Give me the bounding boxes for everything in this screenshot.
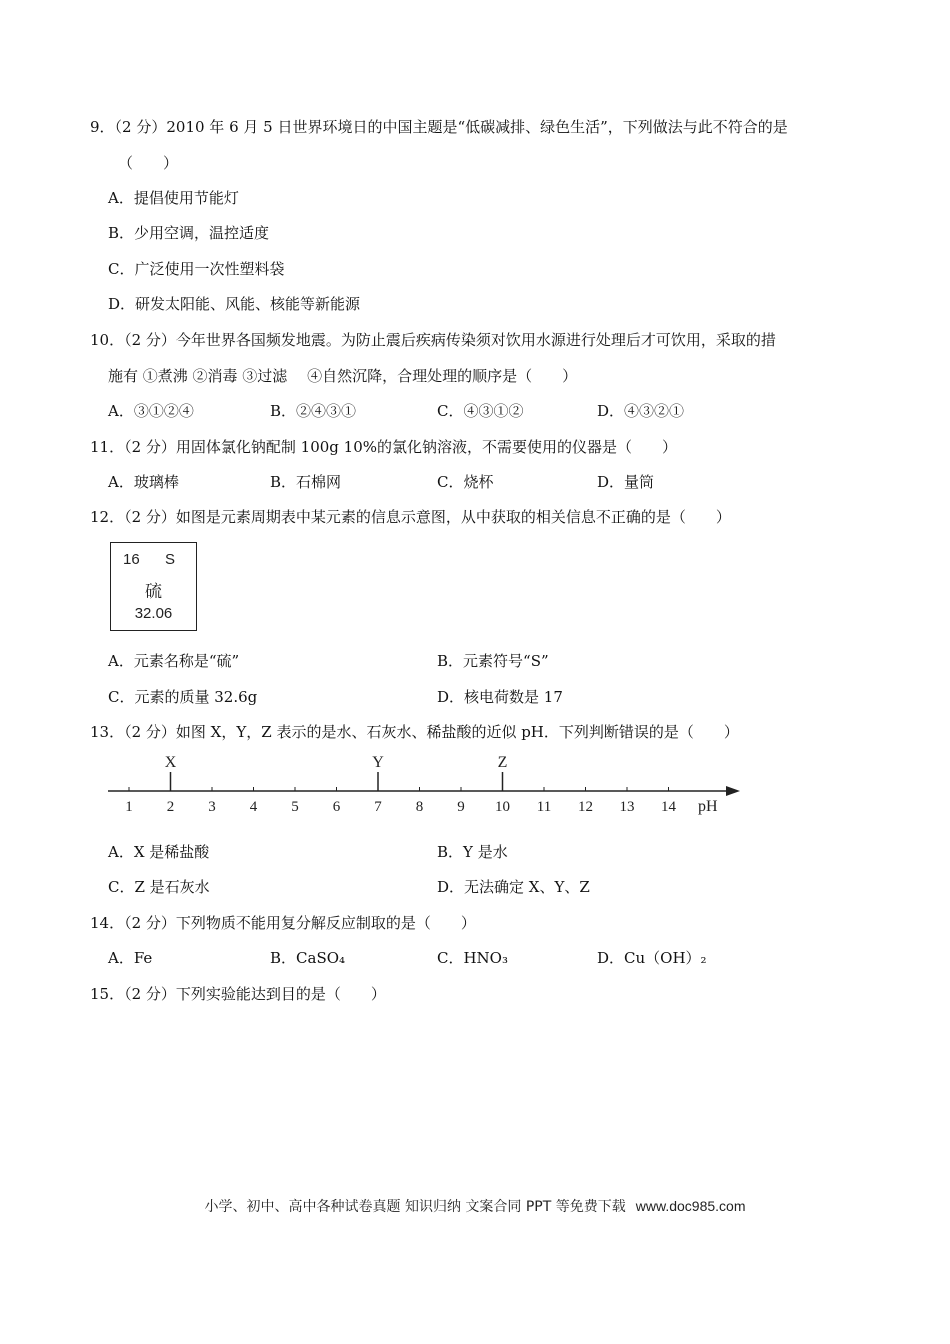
ph-tick-label: 8 bbox=[415, 799, 424, 815]
question-11-option-c: C．烧杯 bbox=[437, 473, 494, 491]
periodic-element-card bbox=[110, 542, 197, 631]
ph-tick-label: 9 bbox=[457, 799, 465, 815]
question-14-option-c: C．HNO₃ bbox=[437, 949, 508, 967]
footer-url[interactable]: www.doc985.com bbox=[635, 1198, 746, 1214]
question-11-stem: 11．（2 分）用固体氯化钠配制 100g 10%的氯化钠溶液，不需要使用的仪器是（ ） bbox=[90, 438, 678, 456]
ph-unit-label: pH bbox=[698, 798, 718, 815]
question-9-paren: （ ） bbox=[118, 154, 179, 172]
question-13-option-a: A．X 是稀盐酸 bbox=[108, 843, 210, 861]
question-14-option-d: D．Cu（OH）₂ bbox=[597, 949, 707, 967]
question-10-option-d: D．④③②① bbox=[597, 402, 685, 420]
ph-tick-label: 6 bbox=[332, 799, 341, 815]
question-11-option-a: A．玻璃棒 bbox=[108, 473, 179, 491]
ph-tick-label: 4 bbox=[249, 799, 258, 815]
question-10-option-a: A．③①②④ bbox=[108, 402, 194, 420]
ph-axis-arrow bbox=[726, 786, 740, 796]
question-12-option-a: A．元素名称是“硫” bbox=[108, 652, 240, 670]
question-12-stem: 12．（2 分）如图是元素周期表中某元素的信息示意图，从中获取的相关信息不正确的是（ ） bbox=[90, 508, 731, 526]
ph-tick-label: 2 bbox=[166, 799, 175, 815]
question-10-option-c: C．④③①② bbox=[437, 402, 524, 420]
question-12-option-d: D．核电荷数是 17 bbox=[437, 688, 563, 706]
question-9-option-d: D．研发太阳能、风能、核能等新能源 bbox=[108, 295, 361, 313]
question-14-option-b: B．CaSO₄ bbox=[270, 949, 346, 967]
footer-text: 小学、初中、高中各种试卷真题 知识归纳 文案合同 PPT 等免费下载 bbox=[204, 1199, 626, 1215]
ph-tick-label: 7 bbox=[374, 799, 382, 815]
question-13-stem: 13．（2 分）如图 X，Y，Z 表示的是水、石灰水、稀盐酸的近似 pH．下列判断错误的是（ ） bbox=[90, 723, 739, 741]
question-13-option-c: C．Z 是石灰水 bbox=[108, 878, 210, 896]
ph-tick-label: 10 bbox=[495, 799, 510, 815]
page-footer bbox=[0, 1196, 950, 1216]
question-14-option-a: A．Fe bbox=[108, 949, 153, 967]
ph-marker-label: X bbox=[164, 754, 177, 771]
atomic-number: 16 bbox=[123, 551, 140, 568]
ph-marker-label: Z bbox=[497, 754, 508, 771]
question-9-option-a: A．提倡使用节能灯 bbox=[108, 189, 239, 207]
question-9-option-b: B．少用空调，温控适度 bbox=[108, 224, 270, 242]
question-14-stem: 14．（2 分）下列物质不能用复分解反应制取的是（ ） bbox=[90, 914, 476, 932]
question-11-option-d: D．量筒 bbox=[597, 473, 655, 491]
question-9-option-c: C．广泛使用一次性塑料袋 bbox=[108, 260, 285, 278]
ph-tick-label: 11 bbox=[536, 799, 552, 815]
ph-tick-label: 14 bbox=[661, 799, 676, 815]
question-10-option-b: B．②④③① bbox=[270, 402, 357, 420]
question-9-stem: 9．（2 分）2010 年 6 月 5 日世界环境日的中国主题是“低碳减排、绿色生活”，下列做法与此不符合的是 bbox=[90, 118, 788, 136]
question-13-option-d: D．无法确定 X、Y、Z bbox=[437, 878, 590, 896]
question-11-option-b: B．石棉网 bbox=[270, 473, 342, 491]
question-13-option-b: B．Y 是水 bbox=[437, 843, 508, 861]
ph-tick-label: 5 bbox=[291, 799, 299, 815]
ph-tick-label: 3 bbox=[208, 799, 216, 815]
question-10-stem-cont: 施有 ①煮沸 ②消毒 ③过滤 ④自然沉降，合理处理的顺序是（ ） bbox=[108, 367, 578, 385]
question-15-stem: 15．（2 分）下列实验能达到目的是（ ） bbox=[90, 985, 386, 1003]
ph-scale-diagram bbox=[100, 748, 745, 823]
element-name: 硫 bbox=[145, 582, 162, 602]
question-12-option-b: B．元素符号“S” bbox=[437, 652, 549, 670]
ph-tick-label: 13 bbox=[619, 799, 635, 815]
atomic-mass: 32.06 bbox=[134, 605, 173, 622]
ph-tick-label: 1 bbox=[125, 799, 133, 815]
question-10-stem: 10．（2 分）今年世界各国频发地震。为防止震后疾病传染须对饮用水源进行处理后才可饮用，采取的措 bbox=[90, 331, 776, 349]
ph-marker-label: Y bbox=[372, 754, 384, 771]
ph-tick-label: 12 bbox=[578, 799, 593, 815]
element-symbol: S bbox=[165, 551, 176, 568]
question-12-option-c: C．元素的质量 32.6g bbox=[108, 688, 258, 706]
